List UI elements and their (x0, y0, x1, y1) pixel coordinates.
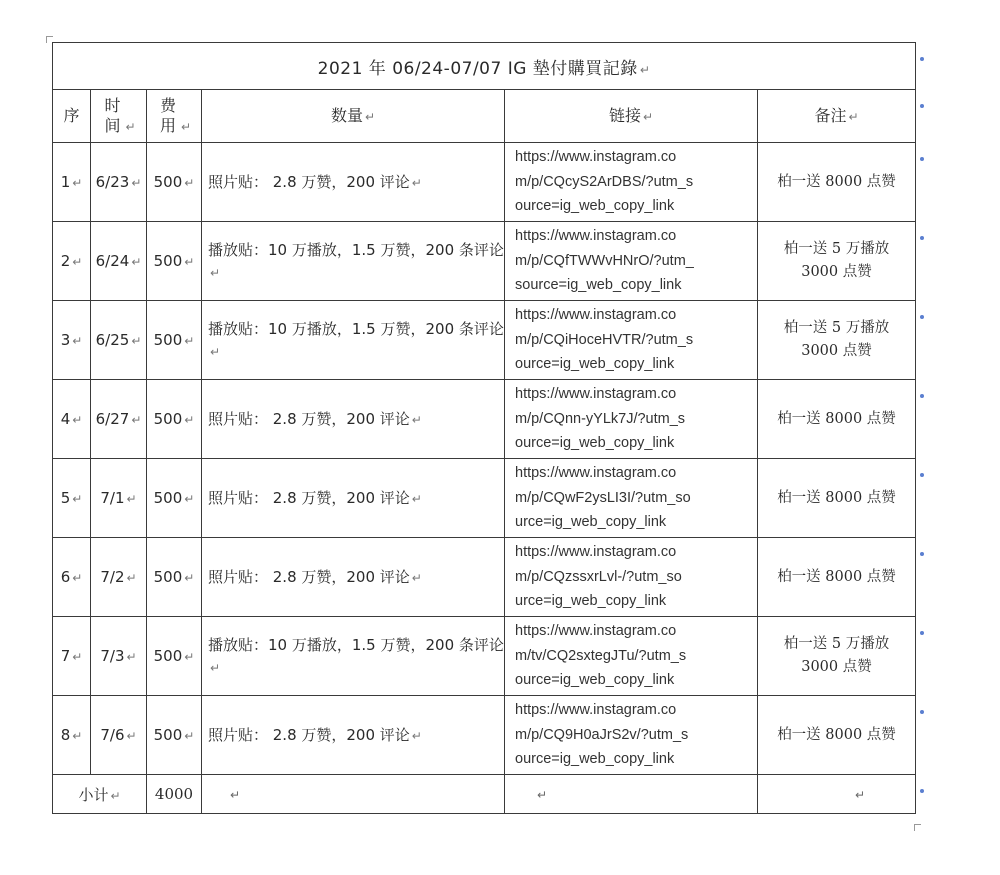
total-label-cell[interactable] (53, 775, 147, 814)
table-title-cell[interactable] (53, 43, 916, 90)
header-date[interactable]: 时间 ↵ (91, 90, 147, 143)
fee-value: 500 (153, 489, 183, 507)
cell-seq[interactable] (53, 222, 91, 301)
paragraph-mark: ↵ (126, 571, 137, 585)
note-line: 柏一送 8000 点赞 (777, 173, 896, 190)
cell-quantity[interactable] (202, 222, 505, 301)
paragraph-mark: ↵ (184, 176, 195, 190)
quantity-value: 照片贴： 2.8 万赞，200 评论 (208, 172, 410, 191)
cell-note[interactable] (758, 301, 916, 380)
quantity-value: 照片贴： 2.8 万赞，200 评论 (208, 409, 410, 428)
fee-value: 500 (153, 252, 183, 270)
table-row (53, 696, 916, 775)
date-value: 7/6 (100, 726, 125, 744)
cell-link[interactable] (505, 617, 758, 696)
paragraph-mark: ↵ (184, 413, 195, 427)
paragraph-mark: ↵ (184, 334, 195, 348)
total-value-cell[interactable] (147, 775, 202, 814)
fee-value: 500 (153, 647, 183, 665)
link-line: https://www.instagram.co (515, 623, 677, 640)
note-line: 柏一送 8000 点赞 (777, 410, 896, 427)
seq-value: 3 (60, 331, 71, 349)
link-line: https://www.instagram.co (515, 149, 677, 166)
link-line: https://www.instagram.co (515, 702, 677, 719)
paragraph-mark: ↵ (210, 344, 221, 359)
paragraph-mark: ↵ (184, 571, 195, 585)
quantity-value: 播放贴：10 万播放，1.5 万赞，200 条评论 (208, 240, 504, 259)
cell-date[interactable] (91, 538, 147, 617)
header-qty[interactable]: 数量 ↵ (202, 90, 505, 143)
link-line: urce=ig_web_copy_link (515, 514, 667, 531)
table-row (53, 143, 916, 222)
row-end-marker (920, 394, 924, 398)
quantity-value: 播放贴：10 万播放，1.5 万赞，200 条评论 (208, 319, 504, 338)
cell-seq[interactable] (53, 143, 91, 222)
link-line: ource=ig_web_copy_link (515, 672, 675, 689)
paragraph-mark: ↵ (184, 729, 195, 743)
link-line: m/p/CQiHoceHVTR/?utm_s (515, 331, 694, 348)
paragraph-mark: ↵ (131, 334, 142, 348)
link-line: https://www.instagram.co (515, 465, 677, 482)
paragraph-mark: ↵ (72, 492, 83, 506)
row-end-marker (920, 104, 924, 108)
paragraph-mark: ↵ (72, 334, 83, 348)
paragraph-mark: ↵ (184, 492, 195, 506)
link-line: https://www.instagram.co (515, 544, 677, 561)
cell-quantity[interactable] (202, 143, 505, 222)
note-line: 柏一送 5 万播放 (783, 636, 890, 652)
note-line: 3000 点赞 (801, 264, 872, 280)
cell-link[interactable] (505, 459, 758, 538)
cell-fee[interactable] (147, 380, 202, 459)
paragraph-mark: ↵ (184, 255, 195, 269)
paragraph-mark: ↵ (411, 412, 422, 427)
paragraph-mark: ↵ (110, 788, 121, 803)
note-line: 3000 点赞 (801, 343, 872, 359)
link-line: m/tv/CQ2sxtegJTu/?utm_s (515, 647, 687, 664)
fee-value: 500 (153, 726, 183, 744)
cell-seq[interactable] (53, 301, 91, 380)
date-value: 7/3 (100, 647, 125, 665)
paragraph-mark: ↵ (72, 255, 83, 269)
cell-quantity[interactable] (202, 380, 505, 459)
row-end-marker (920, 157, 924, 161)
cell-date[interactable] (91, 617, 147, 696)
table-row (53, 380, 916, 459)
paragraph-mark: ↵ (72, 413, 83, 427)
link-line: ource=ig_web_copy_link (515, 751, 675, 768)
link-line: m/p/CQzssxrLvl-/?utm_so (515, 568, 682, 585)
date-value: 7/1 (100, 489, 125, 507)
paragraph-mark: ↵ (131, 176, 142, 190)
table-row (53, 222, 916, 301)
link-line: ource=ig_web_copy_link (515, 198, 675, 215)
date-value: 6/27 (95, 410, 130, 428)
seq-value: 4 (60, 410, 71, 428)
empty-cell[interactable] (758, 775, 916, 814)
cell-link[interactable] (505, 222, 758, 301)
fee-value: 500 (153, 331, 183, 349)
paragraph-mark: ↵ (230, 788, 241, 802)
cell-fee[interactable] (147, 143, 202, 222)
quantity-value: 照片贴： 2.8 万赞，200 评论 (208, 567, 410, 586)
paragraph-mark: ↵ (210, 265, 221, 280)
cell-link[interactable] (505, 143, 758, 222)
cell-fee[interactable] (147, 696, 202, 775)
row-end-marker (920, 631, 924, 635)
cell-quantity[interactable] (202, 538, 505, 617)
cell-note[interactable] (758, 143, 916, 222)
paragraph-mark: ↵ (639, 62, 651, 77)
cell-quantity[interactable] (202, 301, 505, 380)
row-end-marker (920, 315, 924, 319)
link-line: m/p/CQfTWWvHNrO/?utm_ (515, 252, 694, 269)
cell-note[interactable] (758, 617, 916, 696)
cell-seq[interactable] (53, 696, 91, 775)
header-fee[interactable]: 费用 ↵ (147, 90, 202, 143)
empty-cell[interactable] (505, 775, 758, 814)
fee-value: 500 (153, 173, 183, 191)
link-line: m/p/CQcyS2ArDBS/?utm_s (515, 173, 694, 190)
paragraph-mark: ↵ (210, 660, 221, 675)
paragraph-mark: ↵ (131, 413, 142, 427)
seq-value: 2 (60, 252, 71, 270)
paragraph-mark: ↵ (72, 571, 83, 585)
table-row (53, 459, 916, 538)
paragraph-mark: ↵ (126, 650, 137, 664)
paragraph-mark: ↵ (411, 728, 422, 743)
paragraph-mark: ↵ (411, 491, 422, 506)
date-value: 7/2 (100, 568, 125, 586)
paragraph-mark: ↵ (184, 650, 195, 664)
link-line: source=ig_web_copy_link (515, 277, 682, 294)
cell-link[interactable] (505, 301, 758, 380)
date-value: 6/24 (95, 252, 130, 270)
note-line: 柏一送 8000 点赞 (777, 726, 896, 743)
cell-note[interactable] (758, 222, 916, 301)
paragraph-mark: ↵ (126, 729, 137, 743)
cell-fee[interactable] (147, 617, 202, 696)
cell-quantity[interactable] (202, 696, 505, 775)
cell-fee[interactable] (147, 222, 202, 301)
cell-fee[interactable] (147, 459, 202, 538)
row-end-marker (920, 710, 924, 714)
page-corner-mark (914, 824, 921, 831)
paragraph-mark: ↵ (72, 650, 83, 664)
link-line: https://www.instagram.co (515, 307, 677, 324)
header-note[interactable]: 备注 ↵ (758, 90, 916, 143)
date-value: 6/23 (95, 173, 130, 191)
quantity-value: 照片贴： 2.8 万赞，200 评论 (208, 488, 410, 507)
link-line: urce=ig_web_copy_link (515, 593, 667, 610)
cell-fee[interactable] (147, 538, 202, 617)
cell-date[interactable] (91, 143, 147, 222)
cell-quantity[interactable] (202, 459, 505, 538)
paragraph-mark: ↵ (411, 570, 422, 585)
cell-seq[interactable] (53, 380, 91, 459)
total-value: 4000 (154, 785, 194, 803)
purchase-record-table (52, 42, 916, 814)
cell-seq[interactable] (53, 617, 91, 696)
fee-value: 500 (153, 410, 183, 428)
note-line: 3000 点赞 (801, 659, 872, 675)
cell-note[interactable] (758, 380, 916, 459)
row-end-marker (920, 552, 924, 556)
paragraph-mark: ↵ (126, 492, 137, 506)
cell-seq[interactable] (53, 459, 91, 538)
total-label: 小计 (78, 785, 109, 804)
note-line: 柏一送 8000 点赞 (777, 489, 896, 506)
seq-value: 7 (60, 647, 71, 665)
fee-value: 500 (153, 568, 183, 586)
seq-value: 8 (60, 726, 71, 744)
table-row (53, 538, 916, 617)
link-line: m/p/CQnn-yYLk7J/?utm_s (515, 410, 686, 427)
empty-cell[interactable] (202, 775, 505, 814)
note-line: 柏一送 8000 点赞 (777, 568, 896, 585)
date-value: 6/25 (95, 331, 130, 349)
cell-fee[interactable] (147, 301, 202, 380)
seq-value: 5 (60, 489, 71, 507)
cell-date[interactable] (91, 380, 147, 459)
cell-note[interactable] (758, 459, 916, 538)
cell-link[interactable] (505, 538, 758, 617)
row-end-marker (920, 57, 924, 61)
paragraph-mark: ↵ (72, 729, 83, 743)
link-line: ource=ig_web_copy_link (515, 356, 675, 373)
total-row (53, 775, 916, 814)
table-title: 2021 年 06/24-07/07 IG 墊付購買記錄 (317, 58, 638, 79)
paragraph-mark: ↵ (854, 788, 865, 802)
header-row (53, 90, 916, 143)
cell-link[interactable] (505, 696, 758, 775)
paragraph-mark: ↵ (537, 788, 548, 802)
seq-value: 1 (60, 173, 71, 191)
note-line: 柏一送 5 万播放 (783, 241, 890, 257)
cell-date[interactable] (91, 696, 147, 775)
link-line: ource=ig_web_copy_link (515, 435, 675, 452)
note-line: 柏一送 5 万播放 (783, 320, 890, 336)
table-row (53, 301, 916, 380)
paragraph-mark: ↵ (411, 175, 422, 190)
table-row (53, 617, 916, 696)
cell-date[interactable] (91, 222, 147, 301)
cell-link[interactable] (505, 380, 758, 459)
cell-note[interactable] (758, 538, 916, 617)
link-line: m/p/CQwF2ysLI3I/?utm_so (515, 489, 691, 506)
cell-quantity[interactable] (202, 617, 505, 696)
row-end-marker (920, 473, 924, 477)
row-end-marker (920, 789, 924, 793)
cell-seq[interactable] (53, 538, 91, 617)
seq-value: 6 (60, 568, 71, 586)
paragraph-mark: ↵ (131, 255, 142, 269)
cell-note[interactable] (758, 696, 916, 775)
header-link[interactable]: 链接 ↵ (505, 90, 758, 143)
link-line: https://www.instagram.co (515, 386, 677, 403)
link-line: m/p/CQ9H0aJrS2v/?utm_s (515, 726, 689, 743)
paragraph-mark: ↵ (72, 176, 83, 190)
cell-date[interactable] (91, 459, 147, 538)
title-row (53, 43, 916, 90)
row-end-marker (920, 236, 924, 240)
link-line: https://www.instagram.co (515, 228, 677, 245)
quantity-value: 播放贴：10 万播放，1.5 万赞，200 条评论 (208, 635, 504, 654)
header-seq[interactable]: 序 (53, 90, 91, 143)
cell-date[interactable] (91, 301, 147, 380)
quantity-value: 照片贴： 2.8 万赞，200 评论 (208, 725, 410, 744)
